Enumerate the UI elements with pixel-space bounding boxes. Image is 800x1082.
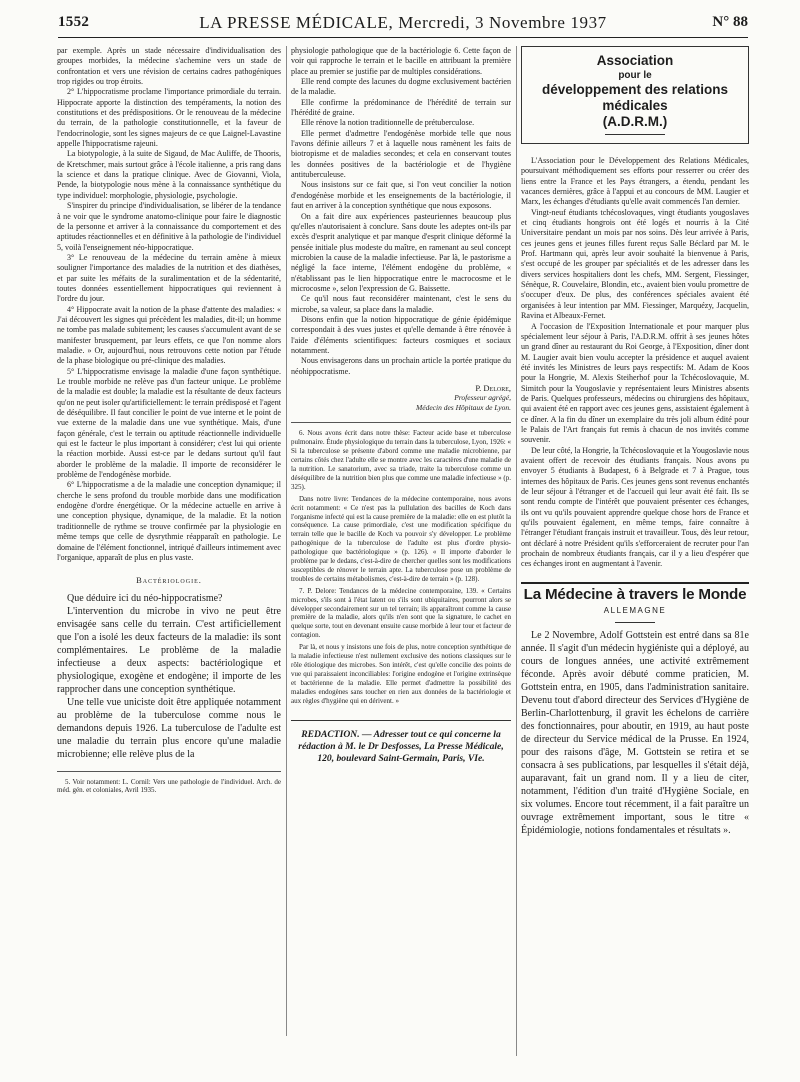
footnote: 7. P. Delore: Tendances de la médecine contemporaine, 139. « Certains microbes, s'ils sont à l'état latent ou s'ils sont ubiquitaires, pourront alors se développer secondairement sur un tel terrain; ils apparaîtront comme la cause première de la maladie, alors qu'ils n'en sont que la signature, le cachet en quelque sorte, tout en devenant ensuite cause morbide à leur tour et facteur de contagion. xyxy=(291,586,511,640)
paragraph: 4° Hippocrate avait la notion de la phase d'attente des maladies: « J'ai découvert les signes qui précèdent les maladies, dit-il; un homme ne tombe pas malade subitement; les causes s'accumulent avant de se manifester brusquement, par leurs effets, ce que l'on nomme alors maladie. » Or, aujourd'hui, nous retrouvons cette notion par l'étude de la phase biologique ou pré-clinique des maladies. xyxy=(57,304,281,366)
column-right xyxy=(521,46,749,1076)
question: Que déduire ici du néo-hippocratisme? xyxy=(67,592,223,604)
footnote: 5. Voir notamment: L. Cornil: Vers une pathologie de l'individuel. Arch. de méd. gén. et coloniales, Avril 1935. xyxy=(57,777,281,795)
country-rule xyxy=(615,622,655,623)
association-name: Association xyxy=(596,53,674,68)
redaction-notice: REDACTION. — Adresser tout ce qui concerne la rédaction à M. le Dr Desfosses, La Presse Médicale, 120, boulevard Saint-Germain, Paris, VIe. xyxy=(291,720,511,766)
author-affiliation: Médecin des Hôpitaux de Lyon. xyxy=(416,402,511,412)
column-middle xyxy=(291,46,511,1036)
paragraph: Une telle vue uniciste doit être appliquée notamment au problème de la tuberculose comme nous le demandons depuis 1926. La tuberculose de l'adulte est une maladie du terrain plus encore qu'une maladie microbienne; elle relève plus de la xyxy=(57,696,281,760)
paragraph: Ce qu'il nous faut reconsidérer maintenant, c'est le sens du microbe, sa valeur, sa place dans la maladie. xyxy=(291,294,511,314)
paragraph: physiologie pathologique que de la bactériologie 6. Cette façon de voir qui rapproche le terrain et le bacille en attribuant la première place au premier se justifie par de multiples considérations. xyxy=(291,46,511,76)
page-number: 1552 xyxy=(58,14,90,30)
paragraph: 2° L'hippocratisme proclame l'importance primordiale du terrain. Hippocrate apporte la distinction des tempéraments, la notion des constitutions et des prédispositions. Or le renouveau de la médecine du terrain, de la pathologie constitutionnelle, et la faveur de l'endocrinologie, sont les signes majeurs de ce que Laignel-Lavastine appelle l'hippocratisme rajeuni. xyxy=(57,87,281,149)
paragraph: Disons enfin que la notion hippocratique de génie épidémique correspondait à des vues justes et qu'elle demande à être rénovée à l'aide d'éléments scientifiques: facteurs cosmiques et sociaux notamment. xyxy=(291,314,511,355)
paragraph: On a fait dire aux expériences pasteuriennes beaucoup plus qu'elles n'autorisaient à conclure. Sans doute les adeptes ont-ils par excès d'esprit analytique et par manque d'esprit clinique déformé la pensée initiale plus modeste du maître, en ramenant au seul concept microbien la cause de la maladie infectieuse. Par là, le pastorisme a négligé la face interne, l'élément endogène du problème, « n'établissant pas le lien hippocratique entre le macrocosme et le microcosme », selon l'expression de G. Baissette. xyxy=(291,211,511,293)
association-header xyxy=(521,46,749,144)
column-left xyxy=(57,46,281,1048)
footnote: Par là, et nous y insistons une fois de plus, notre conception synthétique de la maladie infectieuse n'est nullement exclusive des notions classiques sur le rôle étiologique des microbes. Son intérêt, c'est qu'elle concilie des points de vue qui paraissaient inconciliables: l'origine endogène et l'origine extrinsèque et bactérienne de la maladie. Elle permet d'admettre la possibilité des maladies endogènes sans toucher en rien aux données de la bactériologie et aux règles d'hygiène qui en dérivent. » xyxy=(291,643,511,705)
section-title: La Médecine à travers le Monde xyxy=(521,582,749,600)
footnote-divider xyxy=(57,771,281,772)
association-purpose: développement des relations médicales xyxy=(541,82,729,113)
column-divider-1 xyxy=(286,46,287,1036)
paragraph: Elle confirme la prédominance de l'hérédité de terrain sur l'hérédité de graine. xyxy=(291,97,511,118)
journal-title: LA PRESSE MÉDICALE, Mercredi, 3 Novembre 1937 xyxy=(199,13,607,32)
paragraph: De leur côté, la Hongrie, la Tchécoslovaquie et la Yougoslavie nous avaient offert de recevoir des étudiants français. Nous avons pu envoyer 5 étudiants à Budapest, 6 à Belgrade et 7 à Prague, tous internes des hôpitaux de Paris. Ces jeunes gens sont revenus enchantés de leur séjour à l'étranger et de l'accueil qui leur avait été fait. Ils se sont rendu compte de l'intérêt que pouvaient présenter ces échanges, ils ont vu qu'ils pouvaient apprendre quelque chose hors de France et qu'ils pouvaient également, en même temps, faire connaître à l'étranger l'étudiant français instruit et travailleur. Tous, dès leur retour, ont déclaré à notre Président qu'ils s'efforceraient de recruter pour l'an prochain de nombreux étudiants français, car il y a lieu d'espérer que ces échanges iront en augmentant à l'avenir. xyxy=(521,445,749,569)
paragraph: La biotypologie, à la suite de Sigaud, de Mac Auliffe, de Thooris, de Kretschmer, mais surtout grâce à l'école italienne, a pris rang dans la science et dans la pratique clinique. Avec de Giovanni, Viola, Pende, la biotypologie nous mène à la connaissance synthétique du type individuel: morphologie, physiologie, psychologie. xyxy=(57,149,281,200)
paragraph: Elle rend compte des lacunes du dogme exclusivement bactérien de la maladie. xyxy=(291,77,511,97)
paragraph: Elle rénove la notion traditionnelle de prétuberculose. xyxy=(301,118,475,128)
page-header xyxy=(58,12,748,38)
paragraph: Nous insistons sur ce fait que, si l'on veut concilier la notion d'endogénèse morbide et les enseignements de la bactériologie, il faut en arriver à la conception synthétique que nous exposons. xyxy=(291,180,511,211)
paragraph: S'inspirer du principe d'individualisation, se libérer de la tendance à ne voir que le syndrome anatomo-clinique pour faire le diagnostic de la personne et arriver à la connaissance du comportement et des aptitudes réactionnelles et en définitive à la pathologie de l'individuel 5, voilà l'enseignement néo-hippocratique. xyxy=(57,201,281,252)
paragraph: Elle permet d'admettre l'endogénèse morbide telle que nous l'avons définie ailleurs 7 et à laquelle nous ramènent les faits de biotropisme et de maladies secondes; et cela en conservant toutes les données positives de la bactériologie et de l'hygiène antituberculeuse. xyxy=(291,128,511,180)
paragraph: A l'occasion de l'Exposition Internationale et pour marquer plus spécialement leur séjour à Paris, l'A.D.R.M. offrit à ses jeunes hôtes un grand dîner au restaurant du Roi George, à l'Exposition, dîner dont M. Laugier avait bien voulu accepter la présidence et auquel avaient été invités les Ministres de leurs pays respectifs: M. Adam de Koos pour la Hongrie, M. Alexis Steiherhof pour la Tchécoslovaquie, M. Simitch pour la Yougoslavie y représentaient leurs Ministres absents de Paris. Quelques professeurs, médecins ou chirurgiens des hôpitaux, qui avaient été en rapport avec ces jeunes gens, assistaient également à ce dîner. A la fin du dîner un exemplaire du très joli album édité pour le Palais de l'Art français fut remis à chacun de nos invités comme souvenir. xyxy=(521,321,749,445)
country-heading: ALLEMAGNE xyxy=(603,606,667,616)
paragraph: Vingt-neuf étudiants tchécoslovaques, vingt étudiants yougoslaves et cinq étudiants hongrois ont été logés et nourris à la Cité Universitaire pendant un mois par nos soins. Dès leur arrivée à Paris, ces jeunes gens et jeunes filles furent reçus Salle Béclard par M. le Prof. Hartmann qui, après leur avoir souhaité la bienvenue à Paris, s'est occupé de les grouper par spécialités et de les adresser dans les divers services hospitaliers dont les chefs, MM. Sergent, Fiessinger, Sénèque, R. Couvelaire, Blondin, etc., avaient bien voulu promettre de s'occuper d'eux. De plus, des conférences spéciales avaient été organisées à leur intention par MM. Fiessinger, Marquézy, Jacquelin, Ravina et Albeaux-Fernet. xyxy=(521,207,749,321)
column-divider-2 xyxy=(516,46,517,1056)
author-title: Professeur agrégé, xyxy=(454,393,511,403)
paragraph: Nous envisagerons dans un prochain article la portée pratique du néohippocratisme. xyxy=(291,356,511,376)
section-heading: Bactériologie. xyxy=(136,575,202,586)
paragraph: 6° L'hippocratisme a de la maladie une conception dynamique; il cherche le sens profond du trouble morbide dans une modification endogène d'ordre énergétique. Or la médecine actuelle en arrive à une conception physique, dynamique, de la maladie. Et la notion traditionnelle de rythme se trouve confirmée par la physiologie en même temps que celle de dysrythmie réapparaît en pathologie. Le domaine de l'élément fonctionnel, intriqué d'ailleurs intimement avec l'organique, apparaît de plus en plus vaste. xyxy=(57,480,281,562)
association-connector: pour le xyxy=(618,70,652,81)
association-title xyxy=(522,53,748,130)
association-rule xyxy=(605,134,665,135)
paragraph: 5° L'hippocratisme envisage la maladie d'une façon synthétique. Le trouble morbide ne relève pas d'un facteur unique. Le problème de la maladie est double; la maladie est la résultante de deux facteurs qu'on ne peut isoler qu'artificiellement: le terrain prédisposé et l'agent de déséquilibre. Il faut concilier le point de vue interne et le point de vue externe de la maladie dans une vue synthétique. Mais, d'une façon générale, c'est le terrain ou aptitude réactionnelle individuelle qui est le facteur le plus important à considérer; c'est lui qui oriente la réaction morbide. Aussi est-ce par le dedans surtout qu'il faut aborder le problème de la maladie. Il importe de reconsidérer le problème de l'endogénèse morbide. xyxy=(57,366,281,480)
issue-number: N° 88 xyxy=(712,14,748,30)
paragraph: 3° Le renouveau de la médecine du terrain amène à mieux souligner l'importance des maladies de la nutrition et des diathèses, et par suite les méfaits de la suralimentation et de la sédentarité, toutes données essentiellement hippocratiques qui reviennent à l'ordre du jour. xyxy=(57,252,281,304)
footnote: Dans notre livre: Tendances de la médecine contemporaine, nous avons écrit notamment: « Ce n'est pas la pullulation des bacilles de Koch dans l'organisme infecté qui est la cause première de la maladie: elle en est plutôt la conséquence. La cause primordiale, c'est une modification spécifique du terrain telle que le bacille de Koch va pouvoir s'y développer. Le problème pathogénique de la tuberculose de l'adulte est plus d'ordre physio-pathologique que bactériologique » (p. 126). « Il importe d'aborder le problème par le dedans, c'est-à-dire de chercher quelles sont les modifications susceptibles de rénover le terrain apte. La tuberculose pose un problème de troubles de certains métabolismes, c'est-à-dire de terrain » (p. 128). xyxy=(291,494,511,583)
author-signature: P. Delore, xyxy=(475,383,511,393)
paragraph: Le 2 Novembre, Adolf Gottstein est entré dans sa 81e année. Il s'agit d'un médecin hygiéniste qui a déployé, au cours de longues années, une activité extrêmement féconde. Après avoir débuté comme praticien, M. Gottstein entra, en 1905, dans l'administration sanitaire. Devenu tout d'abord directeur des Services d'Hygiène de Berlin-Charlottenburg, il gravit les échelons de carrière des fonctionnaires, pour aboutir, en 1919, au haut poste de directeur du Service médical de la Prusse. En 1924, pour des raisons d'âge, M. Gottstein se retira et se consacra à ses publications, par lesquelles il s'était déjà, auparavant, fait un grand nom. Il y a lieu de citer, notamment, l'édition d'un traité d'Hygiène Sociale, en six volumes. Encore tout récemment, il a fait paraître un ouvrage extrêmement important, sous le titre « Épidémiologie, notions fondamentales et résultats ». xyxy=(521,630,749,837)
footnote: 6. Nous avons écrit dans notre thèse: Facteur acide base et tuberculose pulmonaire. Étude physiologique du terrain dans la tuberculose, Lyon, 1926: « Si la tuberculose se présente d'abord comme une maladie microbienne, par certains côtés chez l'adulte elle se montre avec les caractères d'une maladie de la nutrition. Le sanatorium, avec sa triade, traite la tuberculose comme un déséquilibre de la nutrition bien plus que comme une maladie infectieuse » (p. 325). xyxy=(291,429,511,491)
footnote-divider xyxy=(291,422,511,423)
paragraph: L'intervention du microbe in vivo ne peut être envisagée sans celle du terrain. C'est artificiellement que l'on a isolé les deux facteurs de la maladie: ils sont complémentaires. Le problème de la maladie infectieuse a deux aspects: bactériologique et physiologique, exogène et endogène; il importe de les rapprocher dans une conception synthétique. xyxy=(57,605,281,695)
association-acronym: (A.D.R.M.) xyxy=(602,114,668,129)
paragraph: L'Association pour le Développement des Relations Médicales, poursuivant méthodiquement ses efforts pour resserrer ou créer des liens entre la France et les Pays étrangers, a étendu, pendant les vacances dernières, grâce à l'appui et au concours de MM. Laugier et Marx, les échanges d'étudiants qu'elle avait commencés l'an dernier. xyxy=(521,156,749,207)
paragraph: par exemple. Après un stade nécessaire d'individualisation des groupes morbides, la médecine s'achemine vers un stade de confrontation et vers une révision de certains cadres pathogéniques trop rigides ou trop étroits. xyxy=(57,46,281,87)
